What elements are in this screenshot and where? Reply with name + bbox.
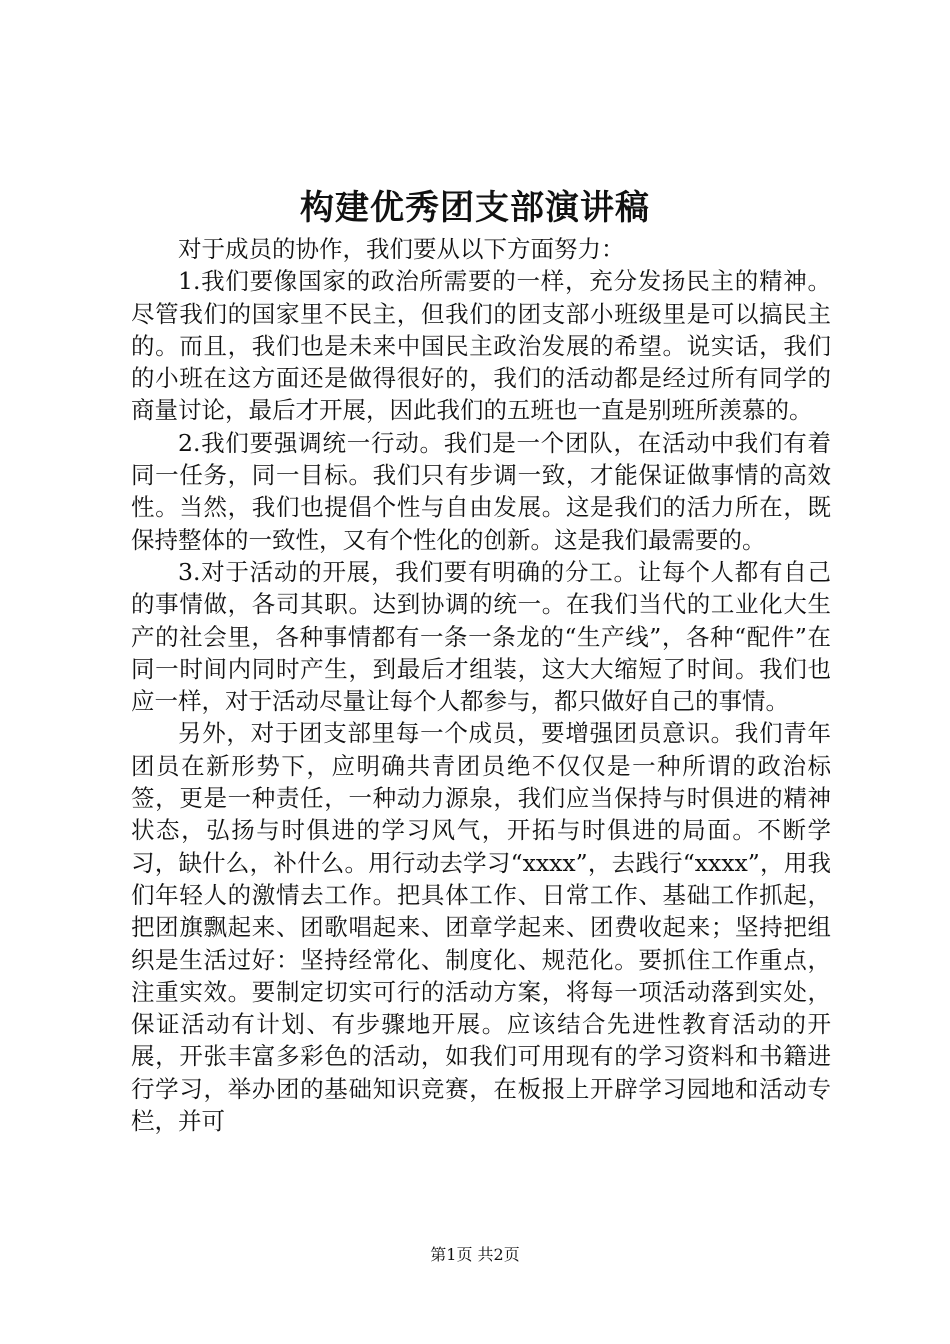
paragraph-point-2: 2.我们要强调统一行动。我们是一个团队，在活动中我们有着同一任务，同一目标。我们只有步调一致，才能保证做事情的高效性。当然，我们也提倡个性与自由发展。这是我们的活力所在，既保持整体的一致性，又有个性化的创新。这是我们最需要的。 bbox=[131, 428, 831, 554]
paragraph-point-1: 1.我们要像国家的政治所需要的一样，充分发扬民主的精神。尽管我们的国家里不民主，但我们的团支部小班级里是可以搞民主的。而且，我们也是未来中国民主政治发展的希望。说实话，我们的小班在这方面还是做得很好的，我们的活动都是经过所有同学的商量讨论，最后才开展，因此我们的五班也一直是别班所羡慕的。 bbox=[131, 267, 831, 425]
paragraph-point-3: 3.对于活动的开展，我们要有明确的分工。让每个人都有自己的事情做，各司其职。达到协调的统一。在我们当代的工业化大生产的社会里，各种事情都有一条一条龙的“生产线”，各种“配件”在同一时间内同时产生，到最后才组装，这大大缩短了时间。我们也应一样，对于活动尽量让每个人都参与，都只做好自己的事情。 bbox=[131, 557, 831, 716]
paragraph-additional: 另外，对于团支部里每一个成员，要增强团员意识。我们青年团员在新形势下，应明确共青团员绝不仅仅是一种所谓的政治标签，更是一种责任，一种动力源泉，我们应当保持与时俱进的精神状态，弘扬与时俱进的学习风气，开拓与时俱进的局面。不断学习，缺什么，补什么。用行动去学习“xxxx”，去践行“xxxx”，用我们年轻人的激情去工作。把具体工作、日常工作、基础工作抓起，把团旗飘起来、团歌唱起来、团章学起来、团费收起来；坚持把组织是生活过好：坚持经常化、制度化、规范化。要抓住工作重点，注重实效。要制定切实可行的活动方案，将每一项活动落到实处，保证活动有计划、有步骤地开展。应该结合先进性教育活动的开展，开张丰富多彩色的活动，如我们可用现有的学习资料和书籍进行学习，举办团的基础知识竞赛，在板报上开辟学习园地和活动专栏，并可 bbox=[131, 719, 831, 1136]
document-title: 构建优秀团支部演讲稿 bbox=[300, 188, 650, 228]
document-body bbox=[131, 233, 831, 1137]
paragraph-intro: 对于成员的协作，我们要从以下方面努力： bbox=[178, 235, 625, 263]
page-indicator: 第1页 共2页 bbox=[430, 1245, 520, 1264]
